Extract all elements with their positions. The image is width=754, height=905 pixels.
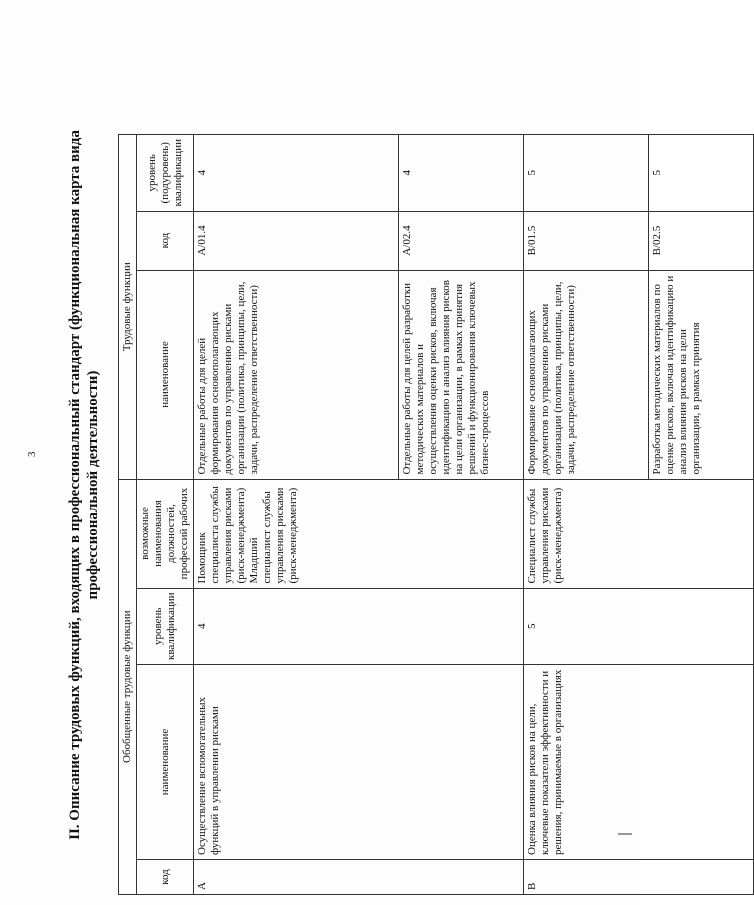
header-positions: возможные наименования должностей, профессий рабочих	[137, 479, 194, 588]
tf-code: B/01.5	[524, 211, 649, 270]
table-row	[524, 135, 649, 895]
gtf-name: Оценка влияния рисков на цели, ключевые показатели эффективности и решения, принимаемые в организациях	[524, 665, 754, 860]
header-code: код	[137, 860, 194, 895]
header-level: уровень квалификации	[137, 588, 194, 664]
header-tf-code: код	[137, 211, 194, 270]
header-tf-name: наименование	[137, 270, 194, 479]
tf-level: 4	[399, 135, 524, 211]
gtf-level: 5	[524, 588, 754, 664]
tf-code: B/02.5	[649, 211, 754, 270]
rotated-content	[0, 45, 702, 905]
tf-code: A/01.4	[194, 211, 399, 270]
table-row	[194, 135, 399, 895]
header-tf-level: уровень (подуровень) квалификации	[137, 135, 194, 211]
gtf-positions: Помощник специалиста службы управления рисками (риск-менеджмента) Младший специалист службы управления рисками (риск-менеджмента)	[194, 479, 524, 588]
tf-name: Отдельные работы для целей разработки методических материалов и осуществления оценки рисков, включая идентификацию и анализ влияния рисков на цели организации, в рамках принятия решений и функционирования ключевых бизнес-процессов	[399, 270, 524, 479]
tf-level: 5	[649, 135, 754, 211]
header-row-1	[119, 135, 137, 895]
tf-code: A/02.4	[399, 211, 524, 270]
header-row-2	[137, 135, 194, 895]
tf-name: Разработка методических материалов по оценке рисков, включая идентификацию и анализ влияния рисков на цели организации, в рамках принятия	[649, 270, 754, 479]
gtf-code: В	[524, 860, 754, 895]
tf-name: Отдельные работы для целей формирования основополагающих документов по управлению рисками организации (политика, принципы, цели, задачи, распределение ответственности)	[194, 270, 399, 479]
gtf-positions: Специалист службы управления рисками (риск-менеджмента)	[524, 479, 754, 588]
header-generalized: Обобщенные трудовые функции	[119, 479, 137, 894]
gtf-level: 4	[194, 588, 524, 664]
tf-level: 4	[194, 135, 399, 211]
section-title: II. Описание трудовых функций, входящих в профессиональный стандарт (функциональная карта вида профессиональной деятельности)	[67, 130, 101, 840]
scan-mark	[618, 833, 632, 835]
functions-table	[118, 134, 754, 895]
tf-name: Формирование основополагающих документов по управлению рисками организации (политика, принципы, цели, задачи, распределение ответственности)	[524, 270, 649, 479]
header-labor: Трудовые функции	[119, 135, 137, 479]
header-name: наименование	[137, 665, 194, 860]
tf-level: 5	[524, 135, 649, 211]
page-number: 3	[26, 451, 38, 457]
gtf-name: Осуществление вспомогательных функций в управлении рисками	[194, 665, 524, 860]
gtf-code: А	[194, 860, 524, 895]
